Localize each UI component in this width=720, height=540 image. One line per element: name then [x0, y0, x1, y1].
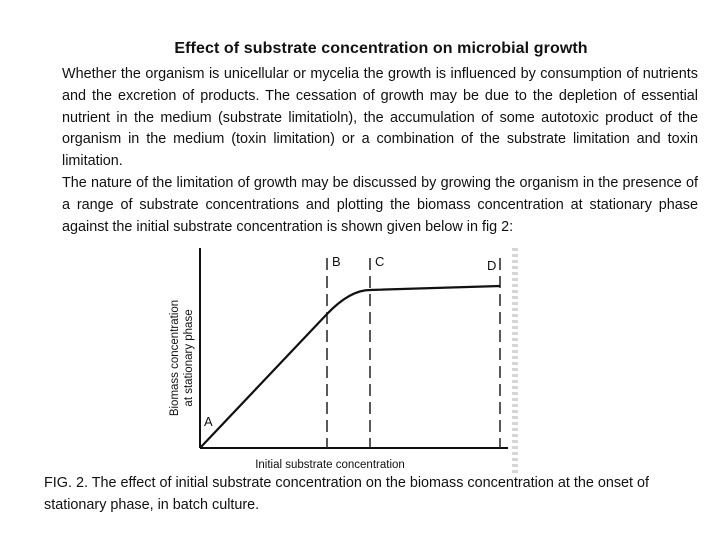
paragraph-1: Whether the organism is unicellular or mycelia the growth is influenced by consumption of nutrients and the excretion of products. The cessation of growth may be due to the depletion of essential nutrient in the medium (substrate limitatioln), the accumulation of some autotoxic product of the organism in the medium (toxin limitation) or a combination of the substrate limitation and toxin limitation.	[62, 66, 698, 170]
paragraph-2: The nature of the limitation of growth may be discussed by growing the organism in the presence of a range of substrate concentrations and plotting the biomass concentration at stationary phase against the initial substrate concentration is shown given below in fig 2:	[62, 174, 698, 235]
y-axis-label-line-1: Biomass concentration	[169, 299, 181, 417]
figure-caption: FIG. 2. The effect of initial substrate concentration on the biomass concentration at the onset of stationary phase, in batch culture.	[44, 475, 650, 513]
body-text	[62, 64, 698, 238]
label-b: B	[332, 254, 341, 269]
page-title: Effect of substrate concentration on microbial growth	[174, 40, 588, 57]
y-axis-label-line-2: at stationary phase	[183, 309, 195, 407]
x-axis-label: Initial substrate concentration	[255, 459, 405, 471]
growth-curve	[200, 286, 500, 448]
figure-2	[150, 248, 530, 476]
label-d: D	[487, 258, 497, 273]
label-a: A	[204, 414, 213, 429]
growth-graph	[150, 248, 530, 476]
label-c: C	[375, 254, 385, 269]
